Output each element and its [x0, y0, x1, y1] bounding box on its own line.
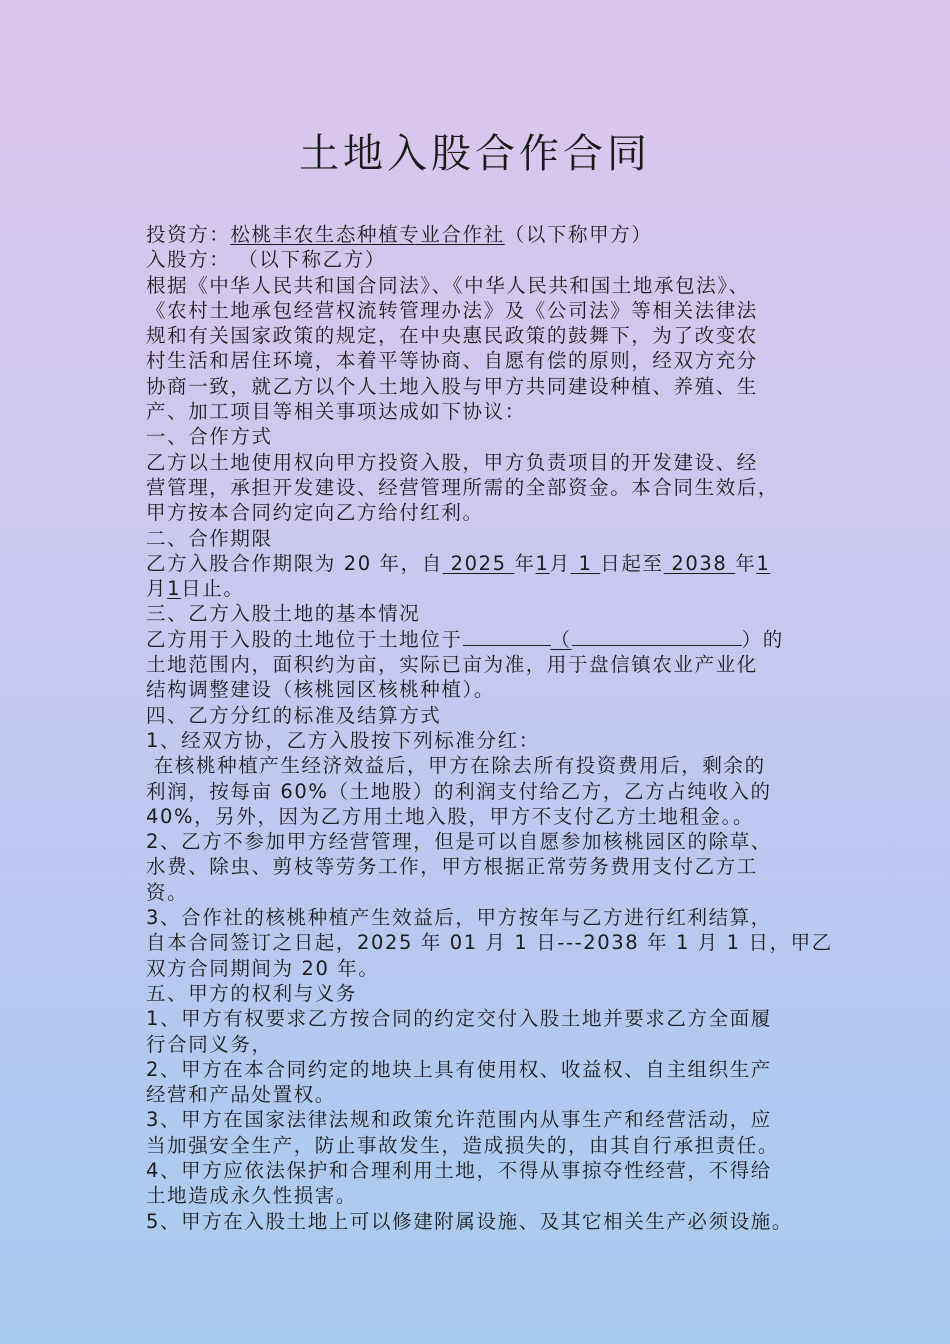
section-line: 3、合作社的核桃种植产生效益后，甲方按年与乙方进行红利结算，: [146, 906, 772, 930]
section-line: 土地造成永久性损害。: [146, 1184, 358, 1208]
section-line: 2、乙方不参加甲方经营管理，但是可以自愿参加核桃园区的除草、: [146, 830, 772, 854]
section-line: 甲方按本合同约定向乙方给付红利。: [146, 501, 484, 525]
location-text: ）的: [741, 627, 784, 651]
party-a-line: [146, 222, 806, 247]
party-b-prefix: 入股方：: [146, 248, 231, 272]
contract-body: [146, 222, 833, 1234]
section-heading: 三、乙方入股土地的基本情况: [146, 602, 421, 626]
section-line: 在核桃种植产生经济效益后，甲方在除去所有投资费用后，剩余的: [146, 754, 766, 778]
preamble-line: 协商一致，就乙方以个人土地入股与甲方共同建设种植、养殖、生: [146, 374, 758, 398]
end-month: 1: [756, 551, 771, 575]
section-line: 行合同义务，: [146, 1032, 273, 1056]
start-day: 1: [570, 551, 601, 575]
section-line: 经营和产品处置权。: [146, 1083, 336, 1107]
preamble-line: 根据《中华人民共和国合同法》、《中华人民共和国土地承包法》、: [146, 273, 750, 297]
term-line: [146, 551, 806, 576]
term-text: 日止。: [181, 577, 245, 601]
section-line: 40%，另外，因为乙方用土地入股，甲方不支付乙方土地租金。。: [146, 804, 755, 828]
term-text: 乙方入股合作期限为 20 年，自: [146, 551, 443, 575]
term-text: 年: [735, 551, 757, 575]
section-line: 营管理，承担开发建设、经营管理所需的全部资金。本合同生效后，: [146, 475, 780, 499]
term-line: [146, 576, 806, 601]
section-line: 当加强安全生产，防止事故发生，造成损失的，由其自行承担责任。: [146, 1133, 780, 1157]
party-b-line: [146, 247, 806, 272]
section-line: 双方合同期间为 20 年。: [146, 956, 380, 980]
preamble-line: 规和有关国家政策的规定，在中央惠民政策的鼓舞下，为了改变农: [146, 324, 758, 348]
preamble-line: 《农村土地承包经营权流转管理办法》及《公司法》等相关法律法: [146, 298, 758, 322]
end-day: 1: [167, 577, 182, 601]
party-b-suffix: （以下称乙方）: [230, 248, 386, 272]
term-text: 月: [549, 551, 571, 575]
location-detail-blank: [572, 627, 742, 646]
end-year: 2038: [663, 551, 736, 575]
section-line: 水费、除虫、剪枝等劳务工作，甲方根据正常劳务费用支付乙方工: [146, 855, 758, 879]
section-line: 土地范围内，面积约为亩，实际已亩为准，用于盘信镇农业产业化: [146, 653, 758, 677]
section-line: 5、甲方在入股土地上可以修建附属设施、及其它相关生产必须设施。: [146, 1209, 794, 1233]
section-line: 资。: [146, 880, 189, 904]
preamble-line: 村生活和居住环境，本着平等协商、自愿有偿的原则，经双方充分: [146, 349, 758, 373]
location-open: （: [550, 627, 572, 651]
term-text: 日起至: [600, 551, 664, 575]
section-line: 乙方以土地使用权向甲方投资入股，甲方负责项目的开发建设、经: [146, 450, 758, 474]
section-heading: 一、合作方式: [146, 425, 273, 449]
section-line: 2、甲方在本合同约定的地块上具有使用权、收益权、自主组织生产: [146, 1057, 772, 1081]
start-month: 1: [535, 551, 550, 575]
term-text: 月: [146, 577, 168, 601]
location-line: [146, 627, 806, 652]
party-a-prefix: 投资方：: [146, 223, 231, 246]
section-line: 结构调整建设（核桃园区核桃种植）。: [146, 678, 495, 702]
party-a-name: 松桃丰农生态种植专业合作社: [230, 223, 505, 246]
location-blank: [463, 627, 551, 646]
start-year: 2025: [442, 551, 515, 575]
section-heading: 五、甲方的权利与义务: [146, 981, 358, 1005]
section-heading: 四、乙方分红的标准及结算方式: [146, 703, 442, 727]
term-text: 年: [514, 551, 536, 575]
document-title: 土地入股合作合同: [299, 131, 651, 177]
section-line: 4、甲方应依法保护和合理利用土地，不得从事掠夺性经营，不得给: [146, 1158, 772, 1182]
party-a-suffix: （以下称甲方）: [504, 223, 653, 246]
section-line: 3、甲方在国家法律法规和政策允许范围内从事生产和经营活动，应: [146, 1108, 772, 1132]
section-heading: 二、合作期限: [146, 526, 273, 550]
section-line: 利润，按每亩 60%（土地股）的利润支付给乙方，乙方占纯收入的: [146, 779, 772, 803]
section-line: 自本合同签订之日起，2025 年 01 月 1 日---2038 年 1 月 1 日，甲乙: [146, 931, 833, 955]
preamble-line: 产、加工项目等相关事项达成如下协议：: [146, 400, 526, 424]
location-text: 乙方用于入股的土地位于土地位于: [146, 627, 463, 651]
section-line: 1、甲方有权要求乙方按合同的约定交付入股土地并要求乙方全面履: [146, 1007, 772, 1031]
section-line: 1、经双方协，乙方入股按下列标准分红：: [146, 728, 540, 752]
